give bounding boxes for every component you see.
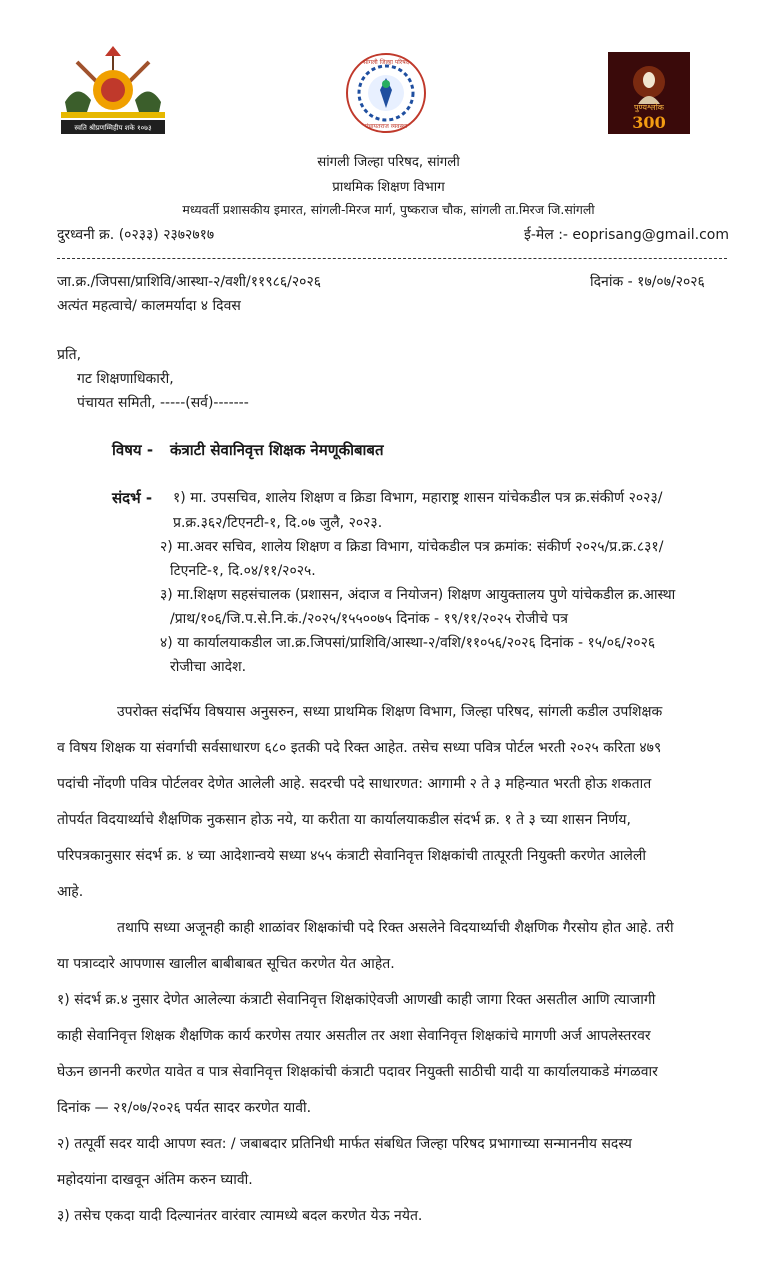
- reference-line: ४) या कार्यालयाकडील जा.क्र.जिपसां/प्राशिवि/आस्था-२/वशि/११०५६/२०२६ दिनांक - १५/०६/२०२६: [160, 635, 656, 651]
- office-address: मध्यवर्ती प्रशासकीय इमारत, सांगली-मिरज मार्ग, पुष्कराज चौक, सांगली ता.मिरज जि.सांगली: [182, 202, 595, 217]
- body-line: परिपत्रकानुसार संदर्भ क्र. ४ च्या आदेशान्वये सध्या ४५५ कंत्राटी सेवानिवृत्त शिक्षकांची तात्पूरती नियुक्ती करणेत आलेली: [57, 848, 647, 864]
- body-line: उपरोक्त संदर्भिय विषयास अनुसरुन, सध्या प्राथमिक शिक्षण विभाग, जिल्हा परिषद, सांगली कडील उपशिक्षक: [117, 704, 663, 720]
- letter-date: दिनांक - १७/०७/२०२६: [590, 274, 705, 290]
- svg-text:पंचायतराज व्यवस्था: पंचायतराज व्यवस्था: [364, 123, 408, 130]
- svg-text:सांगली जिल्हा परिषद: सांगली जिल्हा परिषद: [363, 59, 409, 66]
- body-line: व विषय शिक्षक या संवर्गाची सर्वसाधारण ६८० इतकी पदे रिक्त आहेत. तसेच सध्या पवित्र पोर्टल भरती २०२५ करिता ४७९: [57, 740, 662, 756]
- instruction-line: २) तत्पूर्वी सदर यादी आपण स्वत: / जबाबदार प्रतिनिधी मार्फत संबधित जिल्हा परिषद प्रभागाच्या सन्माननीय सदस्य: [57, 1136, 632, 1152]
- instruction-line: १) संदर्भ क्र.४ नुसार देणेत आलेल्या कंत्राटी सेवानिवृत्त शिक्षकांऐवजी आणखी काही जागा रिक्त असतील आणि त्याजागी: [57, 992, 656, 1008]
- instruction-line: दिनांक — २१/०७/२०२६ पर्यत सादर करणेत यावी.: [57, 1100, 312, 1116]
- urgency-note: अत्यंत महत्वाचे/ कालमर्यादा ४ दिवस: [57, 298, 241, 314]
- org-name: सांगली जिल्हा परिषद, सांगली: [317, 155, 460, 170]
- references-label: संदर्भ -: [112, 489, 153, 507]
- instruction-line: काही सेवानिवृत्त शिक्षक शैक्षणिक कार्य करणेस तयार असतील तर अशा सेवानिवृत्त शिक्षकांचे मागणी अर्ज आपलेस्तरवर: [57, 1028, 651, 1044]
- recipient-line-2: पंचायत समिती, -----(सर्व)-------: [77, 395, 249, 411]
- subject-label: विषय -: [112, 441, 154, 459]
- svg-text:पुण्यश्लोक: पुण्यश्लोक: [634, 103, 664, 112]
- prati-label: प्रति,: [57, 347, 82, 363]
- dept-name: प्राथमिक शिक्षण विभाग: [332, 180, 445, 195]
- zp-sangli-seal: [345, 52, 427, 134]
- outward-number: जा.क्र./जिपसा/प्राशिवि/आस्था-२/वशी/११९८६/२०२६: [57, 274, 321, 290]
- reference-line: ३) मा.शिक्षण सहसंचालक (प्रशासन, अंदाज व नियोजन) शिक्षण आयुक्तालय पुणे यांचेकडील क्र.आस्था: [160, 587, 676, 603]
- body-line: तोपर्यत विदयार्थ्याचे शैक्षणिक नुकसान होऊ नये, या करीता या कार्यालयाकडील संदर्भ क्र. १ ते ३ च्या शासन निर्णय,: [57, 812, 631, 828]
- svg-text:स्वति श्रीप्रणम्मिहीप शके १०७३: स्वति श्रीप्रणम्मिहीप शके १०७३: [74, 124, 152, 132]
- subject-text: कंत्राटी सेवानिवृत्त शिक्षक नेमणूकीबाबत: [170, 441, 384, 459]
- phone-number: दुरध्वनी क्र. (०२३३) २३७२७१७: [57, 227, 215, 243]
- reference-line: प्र.क्र.३६२/टिएनटी-१, दि.०७ जुलै, २०२३.: [173, 515, 383, 531]
- instruction-line: महोदयांना दाखवून अंतिम करुन घ्यावी.: [57, 1172, 253, 1188]
- body-line: या पत्राव्दारे आपणास खालील बाबीबाबत सूचित करणेत येत आहेत.: [57, 956, 395, 972]
- email-address: ई-मेल :- eoprisang@gmail.com: [523, 227, 729, 243]
- reference-line: १) मा. उपसचिव, शालेय शिक्षण व क्रिडा विभाग, महाराष्ट्र शासन यांचेकडील पत्र क्र.संकीर्ण २०२३/: [173, 490, 663, 506]
- body-line: पदांची नोंदणी पवित्र पोर्टलवर देणेत आलेली आहे. सदरची पदे साधारणत: आगामी २ ते ३ महिन्यात भरती होऊ शकतात: [57, 776, 652, 792]
- punyashlok-300-logo: [608, 52, 690, 134]
- body-line: आहे.: [57, 884, 84, 900]
- recipient-line-1: गट शिक्षणाधिकारी,: [77, 371, 174, 387]
- instruction-line: घेऊन छाननी करणेत यावेत व पात्र सेवानिवृत्त शिक्षकांची कंत्राटी पदावर नियुक्ती साठीची यादी या कार्यालयाकडे मंगळवार: [57, 1064, 658, 1080]
- instruction-line: ३) तसेच एकदा यादी दिल्यानंतर वारंवार त्यामध्ये बदल करणेत येऊ नयेत.: [57, 1208, 423, 1224]
- body-line: तथापि सध्या अजूनही काही शाळांवर शिक्षकांची पदे रिक्त असलेने विदयार्थ्याची शैक्षणिक गैरसोय होत आहे. तरी: [117, 920, 674, 936]
- zp-emblem-logo: [57, 42, 169, 134]
- header-divider: [57, 258, 727, 259]
- reference-line: २) मा.अवर सचिव, शालेय शिक्षण व क्रिडा विभाग, यांचेकडील पत्र क्रमांक: संकीर्ण २०२५/प्र.क्र.८३१/: [160, 539, 664, 555]
- reference-line: टिएनटि-१, दि.०४/११/२०२५.: [170, 563, 316, 579]
- svg-text:300: 300: [632, 113, 666, 132]
- reference-line: रोजीचा आदेश.: [170, 659, 247, 675]
- reference-line: /प्राथ/१०६/जि.प.से.नि.कं./२०२५/१५५००७५ दिनांक - १९/११/२०२५ रोजीचे पत्र: [170, 611, 568, 627]
